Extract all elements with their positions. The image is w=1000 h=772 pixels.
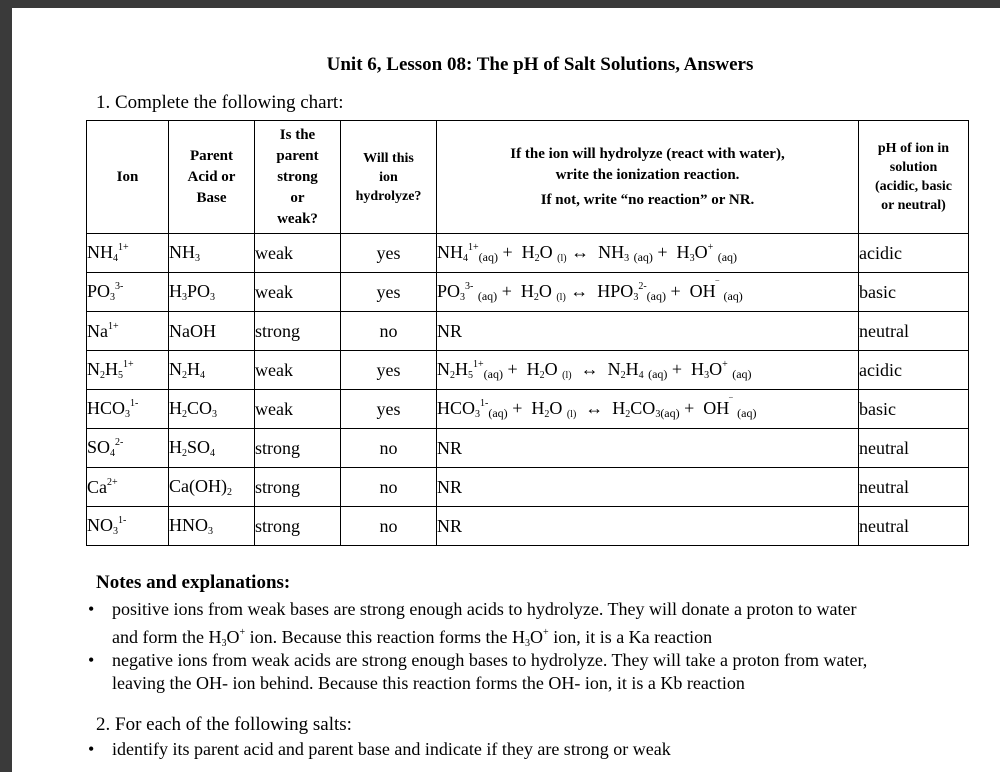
ion-cell: $N_2H_5^{1+}$ [87,351,169,390]
hydrolyze-cell: yes [341,234,437,273]
ion-cell: $NH_4^{1+}$ [87,234,169,273]
reaction-cell: NR [437,507,859,546]
bullet-icon: • [88,650,95,670]
ph-cell: neutral [859,312,969,351]
parent-cell: $N_2H_4$ [169,351,255,390]
note-text: and form the $H_3O^+$ ion. Because this reaction forms the $H_3O^+$ ion, it is a Ka reaction [112,627,713,649]
table-row [87,351,969,390]
reaction-cell: $PO_3^{3-}$ $(aq) + H_2O$ (l) ↔ $HPO_3^{2-}(aq) + OH^‾$ (aq) [437,273,859,312]
salt-hydrolysis-chart [86,120,969,546]
strength-cell: weak [255,234,341,273]
strength-cell: weak [255,351,341,390]
table-row [87,234,969,273]
parent-cell: $HNO_3$ [169,507,255,546]
hydrolyze-cell: yes [341,351,437,390]
header-row [87,121,969,234]
reaction-cell: NR [437,312,859,351]
parent-cell: NaOH [169,312,255,351]
note-text: negative ions from weak acids are strong enough bases to hydrolyze. They will take a proton from water, [112,650,868,670]
parent-cell: $H_2SO_4$ [169,429,255,468]
ion-cell: $Ca^{2+}$ [87,468,169,507]
bullet-icon: • [88,739,95,759]
ion-cell: $NO_3^{1-}$ [87,507,169,546]
q2-bullet-text: identify its parent acid and parent base and indicate if they are strong or weak [112,739,671,759]
ph-cell: neutral [859,468,969,507]
header-ph: pH of ion in solution (acidic, basic or neutral) [859,121,969,234]
hydrolyze-cell: no [341,507,437,546]
parent-cell: $Ca(OH)_2$ [169,468,255,507]
hydrolyze-cell: no [341,429,437,468]
strength-cell: strong [255,312,341,351]
document-page [12,8,1000,772]
table-row [87,390,969,429]
hydrolyze-cell: yes [341,390,437,429]
ph-cell: basic [859,390,969,429]
ion-cell: $HCO_3^{1-}$ [87,390,169,429]
reaction-cell: NR [437,429,859,468]
reaction-cell: $N_2H_5^{1+}(aq) + H_2O$ (l) ↔ $N_2H_4$ $(aq) + H_3O^+$ (aq) [437,351,859,390]
table-row [87,507,969,546]
parent-cell: $NH_3$ [169,234,255,273]
parent-cell: $H_2CO_3$ [169,390,255,429]
hydrolyze-cell: no [341,312,437,351]
parent-cell: $H_3PO_3$ [169,273,255,312]
strength-cell: weak [255,273,341,312]
bullet-icon: • [88,599,95,619]
reaction-cell: $NH_4^{1+}(aq) + H_2O$ (l) ↔ $NH_3$ $(aq) + H_3O^+$ (aq) [437,234,859,273]
reaction-cell: $HCO_3^{1-}(aq) + H_2O$ (l) ↔ $H_2CO_3(aq) + OH^‾$ (aq) [437,390,859,429]
header-hydrolyze: Will this ion hydrolyze? [341,121,437,234]
hydrolyze-cell: no [341,468,437,507]
header-strong-weak: Is the parent strong or weak? [255,121,341,234]
table-row [87,468,969,507]
ion-cell: $Na^{1+}$ [87,312,169,351]
question-1: 1. Complete the following chart: [96,92,344,113]
ph-cell: neutral [859,507,969,546]
ph-cell: acidic [859,234,969,273]
header-parent: Parent Acid or Base [169,121,255,234]
strength-cell: strong [255,507,341,546]
table-row [87,273,969,312]
reaction-cell: NR [437,468,859,507]
note-text: positive ions from weak bases are strong enough acids to hydrolyze. They will donate a proton to water [112,599,857,619]
table-row [87,312,969,351]
note-text: leaving the OH- ion behind. Because this reaction forms the OH- ion, it is a Kb reaction [112,673,745,693]
ph-cell: basic [859,273,969,312]
strength-cell: strong [255,468,341,507]
ph-cell: acidic [859,351,969,390]
header-reaction: If the ion will hydrolyze (react with water), write the ionization reaction. If not, write “no reaction” or NR. [437,121,859,234]
page-title: Unit 6, Lesson 08: The pH of Salt Solutions, Answers [326,54,754,75]
ion-cell: $SO_4^{2-}$ [87,429,169,468]
ph-cell: neutral [859,429,969,468]
ion-cell: $PO_3^{3-}$ [87,273,169,312]
header-ion: Ion [87,121,169,234]
notes-heading: Notes and explanations: [96,572,291,593]
strength-cell: strong [255,429,341,468]
question-2: 2. For each of the following salts: [96,714,352,735]
strength-cell: weak [255,390,341,429]
hydrolyze-cell: yes [341,273,437,312]
table-row [87,429,969,468]
